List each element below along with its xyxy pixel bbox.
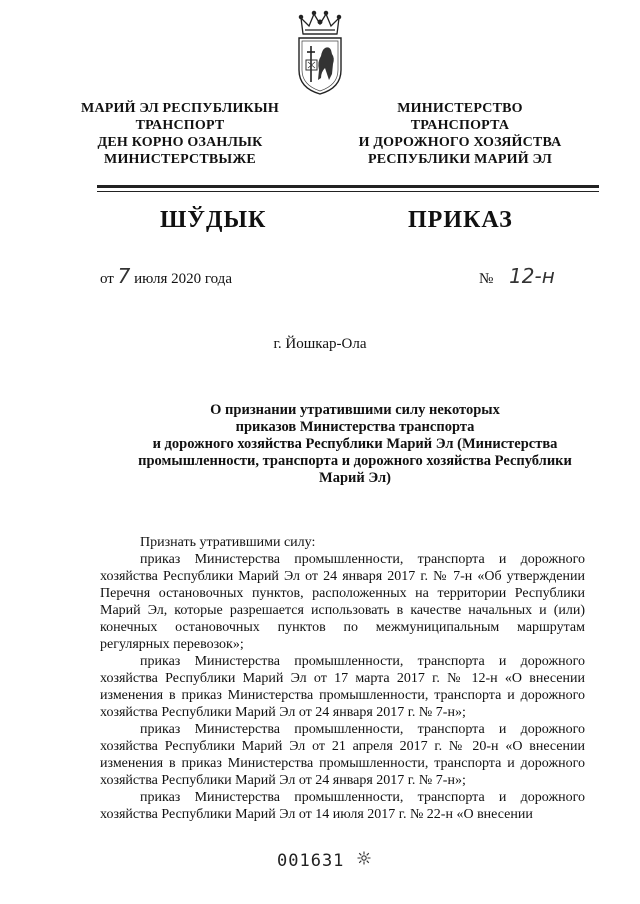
subject-line: и дорожного хозяйства Республики Марий Эл (Министерства [152,436,558,452]
header-divider-thin [97,191,599,192]
body-paragraph: приказ Министерства промышленности, транспорта и дорожного хозяйства Республики Марий Эл от 17 марта 2017 г. № 12-н «О внесении изменения в приказ Министерства промышленности, транспорта и дорожного хозяйства Республики Марий Эл от 24 января 2017 г. № 7-н»; [100,654,585,720]
document-subject [120,402,590,487]
subject-line: Марий Эл) [319,470,391,486]
document-date [100,264,232,288]
body-paragraph: приказ Министерства промышленности, транспорта и дорожного хозяйства Республики Марий Эл от 24 января 2017 г. № 7-н «Об утверждении Перечня остановочных пунктов, расположенных на территории Республики Марий Эл, которые разрешается использовать в качестве начальных и (или) конечных остановочных пунктов по межмуниципальным маршрутам регулярных перевозок»; [100,552,585,652]
header-right-block [335,100,585,168]
document-title-russian: ПРИКАЗ [408,207,513,233]
body-paragraph: приказ Министерства промышленности, транспорта и дорожного хозяйства Республики Марий Эл от 14 июля 2017 г. № 22-н «О внесении [100,790,585,822]
ornament-star-icon [357,851,371,865]
document-title-mari: ШЎДЫК [160,207,267,233]
body-intro: Признать утратившими силу: [140,535,316,550]
number-sign: № [479,271,494,287]
document-body [100,534,585,823]
document-number [479,264,555,288]
serial-number: 001631 [277,851,345,871]
header-right-line: И ДОРОЖНОГО ХОЗЯЙСТВА [358,135,562,150]
header-left-line: ТРАНСПОРТ [135,118,225,133]
subject-line: промышленности, транспорта и дорожного хозяйства Республики [138,453,572,469]
header-right-line: МИНИСТЕРСТВО [397,101,523,116]
coat-of-arms-icon [295,8,345,96]
header-right-line: ТРАНСПОРТА [410,118,510,133]
subject-line: приказов Министерства транспорта [235,419,475,435]
subject-line: О признании утратившими силу некоторых [210,402,500,418]
header-left-block [55,100,305,168]
header-left-line: МАРИЙ ЭЛ РЕСПУБЛИКЫН [81,101,279,116]
date-rest: июля 2020 года [134,271,232,287]
date-day-handwritten: 7 [117,264,131,288]
number-value-handwritten: 12-н [509,264,555,288]
document-city: г. Йошкар-Ола [273,336,367,352]
body-paragraph: приказ Министерства промышленности, транспорта и дорожного хозяйства Республики Марий Эл от 21 апреля 2017 г. № 20-н «О внесении изменения в приказ Министерства промышленности, транспорта и дорожного хозяйства Республики Марий Эл от 24 января 2017 г. № 7-н»; [100,722,585,788]
header-left-line: МИНИСТЕРСТВЫЖЕ [104,152,256,167]
header-left-line: ДЕН КОРНО ОЗАНЛЫК [97,135,263,150]
header-divider-thick [97,185,599,188]
date-prefix: от [100,271,114,287]
header-right-line: РЕСПУБЛИКИ МАРИЙ ЭЛ [368,152,552,167]
